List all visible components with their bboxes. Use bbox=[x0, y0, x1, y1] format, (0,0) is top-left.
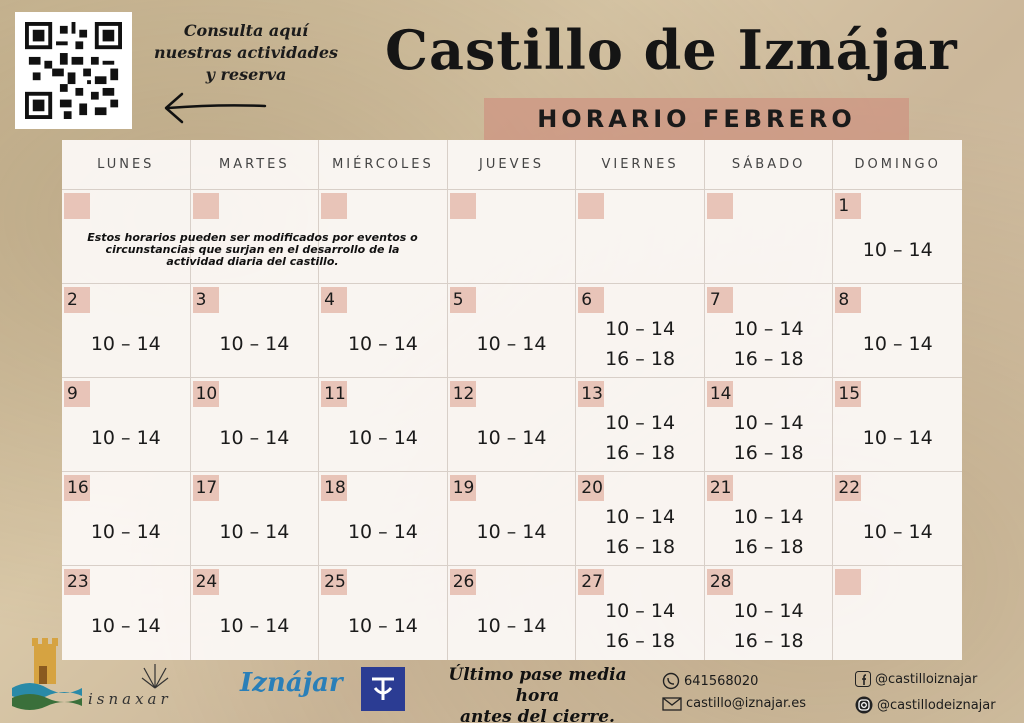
last-entry-line: Último pase media hora bbox=[448, 665, 627, 706]
calendar-cell bbox=[62, 284, 191, 378]
facebook-link[interactable] bbox=[855, 671, 977, 687]
phone-number: 641568020 bbox=[684, 673, 759, 689]
hours-range: 10 – 14 bbox=[476, 426, 547, 449]
hours-range: 10 – 14 bbox=[476, 615, 547, 637]
qr-caption-line: nuestras actividades bbox=[153, 43, 339, 62]
calendar-cell bbox=[705, 472, 834, 566]
hours-range: 10 – 14 bbox=[476, 520, 547, 543]
empty-day-marker bbox=[578, 193, 604, 219]
empty-day-marker bbox=[835, 569, 861, 595]
day-number: 24 bbox=[193, 569, 219, 595]
hours-range: 10 – 14 bbox=[90, 426, 161, 449]
day-number: 6 bbox=[578, 287, 604, 313]
calendar-cell bbox=[576, 472, 705, 566]
day-number: 25 bbox=[321, 569, 347, 595]
hours-range: 10 – 14 bbox=[347, 520, 418, 543]
day-number: 14 bbox=[707, 381, 733, 407]
opening-hours bbox=[833, 220, 962, 279]
opening-hours bbox=[319, 502, 447, 561]
hours-range: 10 – 14 bbox=[733, 600, 804, 622]
calendar-cell bbox=[448, 190, 577, 284]
day-number: 10 bbox=[193, 381, 219, 407]
calendar-cell bbox=[833, 378, 962, 472]
sun-icon bbox=[140, 660, 170, 690]
hours-range: 10 – 14 bbox=[219, 426, 290, 449]
calendar-cell bbox=[448, 566, 577, 660]
email-address: castillo@iznajar.es bbox=[686, 696, 807, 711]
day-number: 16 bbox=[64, 475, 90, 501]
iznajar-logo: Iznájar bbox=[240, 668, 343, 698]
calendar-cell bbox=[448, 472, 577, 566]
calendar-cell bbox=[448, 378, 577, 472]
qr-code[interactable] bbox=[15, 12, 132, 129]
calendar-cell bbox=[191, 472, 320, 566]
opening-hours bbox=[62, 314, 190, 373]
hours-range: 10 – 14 bbox=[347, 426, 418, 449]
schedule-note: Estos horarios pueden ser modificados por eventos o circunstancias que surjan en el desarrollo de la actividad diaria del castillo. bbox=[87, 231, 418, 268]
isnaxar-logo: isnaxar bbox=[88, 690, 172, 708]
calendar-cell bbox=[833, 284, 962, 378]
hours-range: 16 – 18 bbox=[733, 535, 804, 558]
calendar-cell bbox=[319, 566, 448, 660]
page-title: Castillo de Iznájar bbox=[385, 18, 958, 82]
hours-range: 10 – 14 bbox=[476, 332, 547, 355]
hours-range: 10 – 14 bbox=[605, 411, 676, 434]
instagram-icon bbox=[855, 696, 873, 714]
qr-caption-line: y reserva bbox=[205, 65, 287, 84]
opening-hours bbox=[833, 408, 962, 467]
opening-hours bbox=[191, 314, 319, 373]
calendar-cell bbox=[191, 566, 320, 660]
hours-range: 16 – 18 bbox=[605, 630, 676, 652]
hours-range: 16 – 18 bbox=[733, 347, 804, 370]
calendar-cell bbox=[191, 378, 320, 472]
hours-range: 10 – 14 bbox=[862, 332, 933, 355]
calendar-cell bbox=[319, 378, 448, 472]
envelope-icon bbox=[662, 697, 682, 711]
opening-hours bbox=[448, 314, 576, 373]
calendar-cell bbox=[319, 472, 448, 566]
day-number: 2 bbox=[64, 287, 90, 313]
hours-range: 10 – 14 bbox=[862, 426, 933, 449]
hours-range: 16 – 18 bbox=[605, 347, 676, 370]
facebook-icon bbox=[855, 671, 871, 687]
phone-contact[interactable] bbox=[662, 672, 758, 690]
day-header-monday: LUNES bbox=[62, 140, 191, 190]
opening-hours bbox=[576, 314, 704, 373]
day-number: 8 bbox=[835, 287, 861, 313]
calendar-cell bbox=[705, 190, 834, 284]
day-number: 23 bbox=[64, 569, 90, 595]
hours-range: 10 – 14 bbox=[862, 238, 933, 261]
calendar-grid bbox=[62, 140, 962, 660]
hours-range: 16 – 18 bbox=[605, 535, 676, 558]
calendar-cell bbox=[705, 378, 834, 472]
empty-day-marker bbox=[450, 193, 476, 219]
instagram-handle: @castillodeiznajar bbox=[877, 697, 996, 713]
empty-day-marker bbox=[707, 193, 733, 219]
day-header-tuesday: MARTES bbox=[191, 140, 320, 190]
day-number: 3 bbox=[193, 287, 219, 313]
opening-hours bbox=[319, 314, 447, 373]
day-header-thursday: JUEVES bbox=[448, 140, 577, 190]
opening-hours bbox=[576, 408, 704, 467]
day-number: 27 bbox=[578, 569, 604, 595]
day-number: 5 bbox=[450, 287, 476, 313]
hours-range: 10 – 14 bbox=[219, 520, 290, 543]
calendar-cell bbox=[705, 284, 834, 378]
calendar-cell bbox=[191, 284, 320, 378]
last-entry-line: antes del cierre. bbox=[460, 707, 615, 723]
day-number: 19 bbox=[450, 475, 476, 501]
opening-hours bbox=[576, 596, 704, 656]
day-number: 26 bbox=[450, 569, 476, 595]
opening-hours bbox=[448, 596, 576, 656]
calendar-cell bbox=[319, 284, 448, 378]
opening-hours bbox=[62, 408, 190, 467]
calendar-cell bbox=[448, 284, 577, 378]
qr-caption bbox=[140, 20, 352, 86]
opening-hours bbox=[576, 502, 704, 561]
whatsapp-icon bbox=[662, 672, 680, 690]
qr-code-icon bbox=[25, 22, 122, 119]
hours-range: 10 – 14 bbox=[605, 317, 676, 340]
opening-hours bbox=[191, 408, 319, 467]
day-number: 28 bbox=[707, 569, 733, 595]
page-subtitle: HORARIO FEBRERO bbox=[537, 105, 856, 133]
calendar-cell bbox=[576, 284, 705, 378]
day-number: 12 bbox=[450, 381, 476, 407]
opening-hours bbox=[448, 408, 576, 467]
hours-range: 10 – 14 bbox=[347, 332, 418, 355]
hours-range: 16 – 18 bbox=[733, 630, 804, 652]
opening-hours bbox=[705, 596, 833, 656]
hours-range: 10 – 14 bbox=[733, 505, 804, 528]
calendar-cell bbox=[62, 378, 191, 472]
hours-range: 10 – 14 bbox=[219, 615, 290, 637]
day-header-wednesday: MIÉRCOLES bbox=[319, 140, 448, 190]
tourism-logo-icon bbox=[361, 667, 405, 711]
day-number: 4 bbox=[321, 287, 347, 313]
castle-logo-icon bbox=[12, 636, 82, 711]
day-header-friday: VIERNES bbox=[576, 140, 705, 190]
day-number: 1 bbox=[835, 193, 861, 219]
arrow-left-icon bbox=[160, 88, 270, 128]
opening-hours bbox=[705, 502, 833, 561]
hours-range: 16 – 18 bbox=[605, 441, 676, 464]
calendar-cell bbox=[833, 190, 962, 284]
day-number: 22 bbox=[835, 475, 861, 501]
email-contact[interactable] bbox=[662, 696, 806, 711]
day-header-sunday: DOMINGO bbox=[833, 140, 962, 190]
hours-range: 10 – 14 bbox=[733, 411, 804, 434]
day-number: 13 bbox=[578, 381, 604, 407]
instagram-link[interactable] bbox=[855, 696, 996, 714]
opening-hours bbox=[833, 314, 962, 373]
calendar-cell bbox=[576, 190, 705, 284]
opening-hours bbox=[191, 502, 319, 561]
opening-hours bbox=[62, 502, 190, 561]
last-entry-note bbox=[425, 665, 650, 723]
opening-hours bbox=[705, 408, 833, 467]
hours-range: 10 – 14 bbox=[733, 317, 804, 340]
empty-day-marker bbox=[64, 193, 90, 219]
day-number: 15 bbox=[835, 381, 861, 407]
hours-range: 10 – 14 bbox=[90, 332, 161, 355]
opening-hours bbox=[319, 408, 447, 467]
day-number: 20 bbox=[578, 475, 604, 501]
day-number: 11 bbox=[321, 381, 347, 407]
opening-hours bbox=[705, 314, 833, 373]
calendar-cell bbox=[576, 378, 705, 472]
day-number: 7 bbox=[707, 287, 733, 313]
day-number: 9 bbox=[64, 381, 90, 407]
hours-range: 10 – 14 bbox=[605, 600, 676, 622]
hours-range: 10 – 14 bbox=[862, 520, 933, 543]
day-header-saturday: SÁBADO bbox=[705, 140, 834, 190]
calendar-cell bbox=[833, 566, 962, 660]
hours-range: 10 – 14 bbox=[605, 505, 676, 528]
hours-range: 10 – 14 bbox=[219, 332, 290, 355]
hours-range: 10 – 14 bbox=[90, 615, 161, 637]
empty-day-marker bbox=[193, 193, 219, 219]
opening-hours bbox=[448, 502, 576, 561]
facebook-handle: @castilloiznajar bbox=[875, 671, 978, 687]
hours-range: 10 – 14 bbox=[90, 520, 161, 543]
calendar-cell bbox=[705, 566, 834, 660]
empty-day-marker bbox=[321, 193, 347, 219]
calendar-cell bbox=[62, 472, 191, 566]
calendar-cell bbox=[576, 566, 705, 660]
calendar-cell bbox=[833, 472, 962, 566]
opening-hours bbox=[833, 502, 962, 561]
opening-hours bbox=[319, 596, 447, 656]
hours-range: 10 – 14 bbox=[347, 615, 418, 637]
day-number: 18 bbox=[321, 475, 347, 501]
day-number: 21 bbox=[707, 475, 733, 501]
hours-range: 16 – 18 bbox=[733, 441, 804, 464]
day-number: 17 bbox=[193, 475, 219, 501]
opening-hours bbox=[191, 596, 319, 656]
qr-caption-line: Consulta aquí bbox=[183, 21, 309, 40]
